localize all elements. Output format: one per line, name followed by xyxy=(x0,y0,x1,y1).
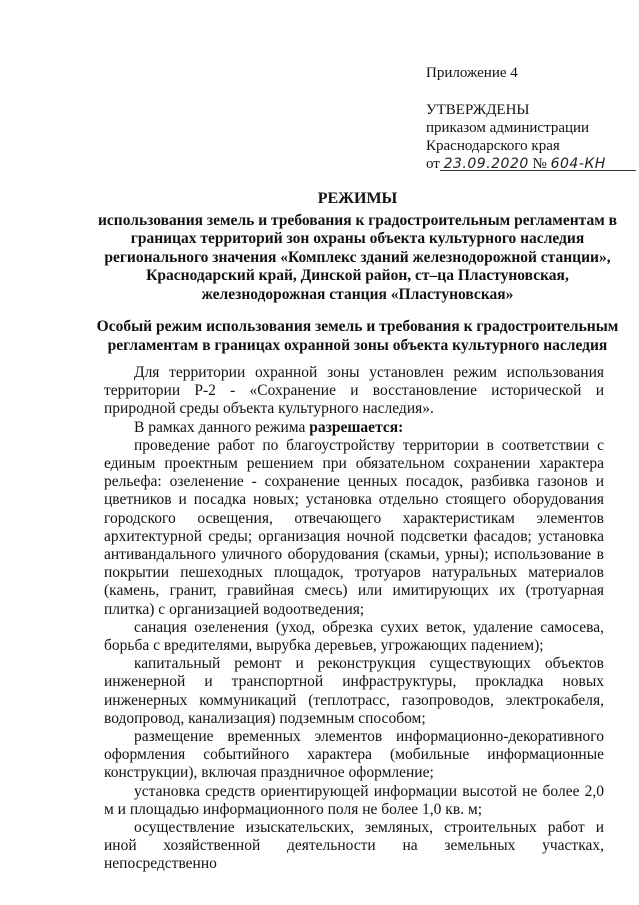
paragraph-7: установка средств ориентирующей информации высотой не более 2,0 м и площадью информационного поля не более 1,0 кв. м; xyxy=(104,782,604,818)
handwritten-date: 23.09.2020 xyxy=(443,156,529,172)
appendix-label: Приложение 4 xyxy=(426,65,518,81)
paragraph-2 xyxy=(104,419,604,437)
document-title xyxy=(96,190,619,304)
from-label: от xyxy=(426,156,440,172)
paragraph-8: осуществление изыскательских, земляных, строительных работ и иной хозяйственной деятельности на земельных участках, непосредственно xyxy=(104,819,604,873)
paragraph-3: проведение работ по благоустройству территории в соответствии с единым проектным решением при обязательном сохранении характера рельефа: озеленение - сохранение ценных посадок, разбивка газонов и цветников и посадка новых; установка отдельно стоящего оборудования городского освещения, отвечающего характеристикам элементов архитектурной среды; организация ночной подсветки фасадов; установка антивандального уличного оборудования (скамьи, урны); использование в покрытии пешеходных площадок, тротуаров натуральных материалов (камень, гранит, гравийная смесь) или имитирующих их (тротуарная плитка) с организацией водоотведения; xyxy=(104,436,604,618)
section-subtitle: Особый режим использования земель и требования к градостроительным регламентам в границах охранной зоны объекта культурного наследия xyxy=(96,318,619,354)
order-date-number-line xyxy=(426,155,626,173)
approved-label: УТВЕРЖДЕНЫ xyxy=(426,102,530,118)
paragraph-1: Для территории охранной зоны установлен режим использования территории Р-2 - «Сохранение и восстановление исторической и природной среды объекта культурного наследия». xyxy=(104,364,604,418)
order-line-1: приказом администрации xyxy=(426,120,590,136)
order-line-2: Краснодарского края xyxy=(426,138,560,154)
paragraph-6: размещение временных элементов информационно-декоративного оформления событийного характера (мобильные информационные конструкции), включая праздничное оформление; xyxy=(104,728,604,782)
paragraph-2-text: В рамках данного режима xyxy=(134,418,310,436)
approval-block xyxy=(426,64,626,173)
document-body xyxy=(104,364,604,874)
number-label: № xyxy=(532,156,547,172)
handwritten-number: 604-КН xyxy=(550,156,606,172)
title-main: РЕЖИМЫ xyxy=(317,190,398,207)
paragraph-2-bold: разрешается: xyxy=(309,418,404,436)
title-description: использования земель и требования к градостроительным регламентам в границах территорий зон охраны объекта культурного наследия регионального значения «Комплекс зданий железнодорожной станции», Краснодарский край, Динской район, ст–ца Пластуновская, железнодорожная станция «Пластуновская» xyxy=(97,211,618,303)
paragraph-5: капитальный ремонт и реконструкция существующих объектов инженерной и транспортной инфраструктуры, прокладка новых инженерных коммуникаций (теплотрасс, газопроводов, электрокабеля, водопровод, канализация) подземным способом; xyxy=(104,655,604,727)
fill-in-underline xyxy=(440,170,636,171)
paragraph-4: санация озеленения (уход, обрезка сухих веток, удаление самосева, борьба с вредителями, вырубка деревьев, угрожающих падением); xyxy=(104,618,604,655)
